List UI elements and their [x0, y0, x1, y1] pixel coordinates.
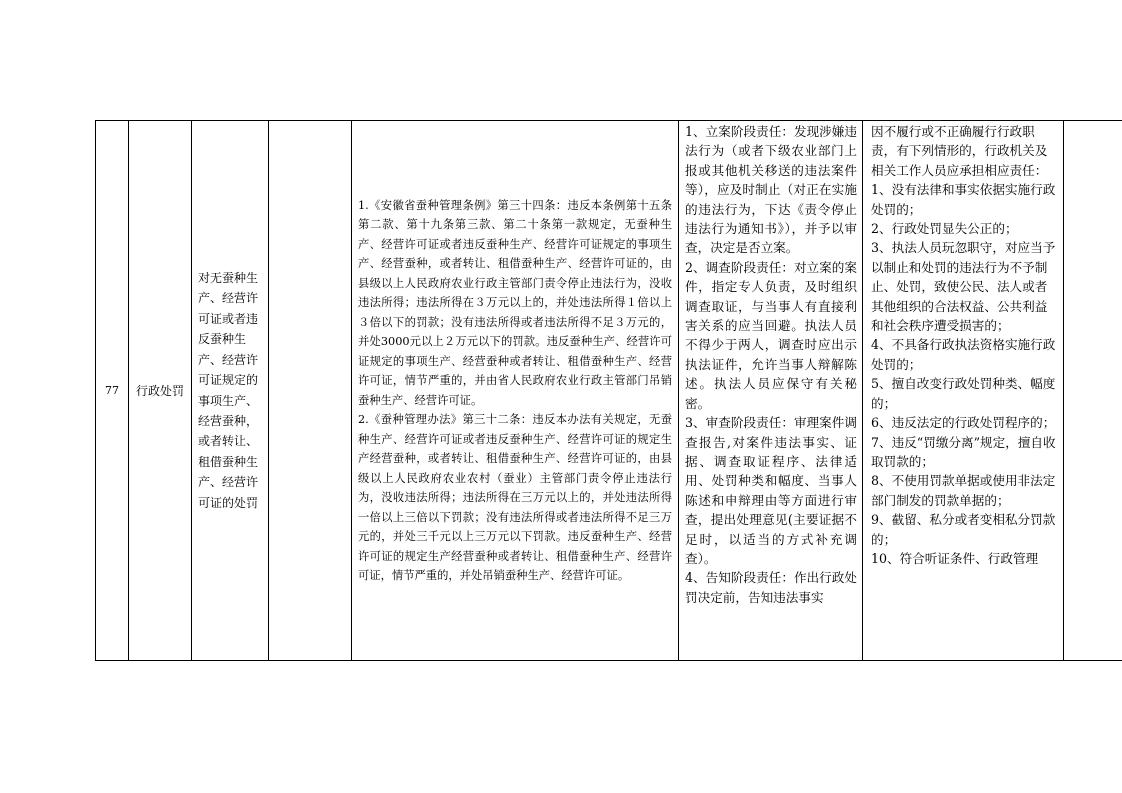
- legal-basis-paragraph-2: 2.《蚕种管理办法》第三十二条：违反本办法有关规定，无蚕种生产、经营许可证或者违反蚕种生产、经营许可证的规定生产经营蚕种，或者转让、租借蚕种生产、经营许可证的，由县级以上人民政府农业农村（蚕业）主管部门责令停止违法行为，没收违法所得；违法所得在三万元以上的，并处违法所得一倍以上三倍以下罚款；没有违法所得或者违法所得不足三万元的，并处三千元以上三万元以下罚款。违反蚕种生产、经营许可证的规定生产经营蚕种或者转让、租借蚕种生产、经营许可证，情节严重的，并处吊销蚕种生产、经营许可证。: [358, 413, 672, 582]
- accountability-item: 9、截留、私分或者变相私分罚款的；: [871, 512, 1056, 547]
- duty-stage-4: 4、告知阶段责任：作出行政处罚决定前，告知违法事实: [685, 570, 857, 605]
- responsibility-cell: [679, 121, 863, 661]
- accountability-item: 8、不使用罚款单据或使用非法定部门制发的罚款单据的；: [871, 473, 1056, 508]
- accountability-item: 2、行政处罚显失公正的；: [871, 221, 1018, 237]
- legal-basis-paragraph-1: 1.《安徽省蚕种管理条例》第三十四条：违反本条例第十五条第二款、第十九条第三款、第二十条第一款规定，无蚕种生产、经营许可证或者违反蚕种生产、经营许可证规定的事项生产、经营蚕种，或者转让、租借蚕种生产、经营许可证的，由县级以上人民政府农业行政主管部门责令停止违法行为，没收违法所得；违法所得在３万元以上的，并处违法所得１倍以上３倍以下的罚款；没有违法所得或者违法所得不足３万元的，并处3000元以上２万元以下的罚款。违反蚕种生产、经营许可证规定的事项生产、经营蚕种或者转让、租借蚕种生产、经营许可证，情节严重的，并由省人民政府农业行政主管部门吊销蚕种生产、经营许可证。: [358, 198, 672, 407]
- accountability-item: 7、违反“罚缴分离”规定，擅自收取罚款的；: [871, 434, 1056, 469]
- duty-stage-2: 2、调查阶段责任：对立案的案件，指定专人负责，及时组织调查取证，与当事人有直接利害关系的应当回避。执法人员不得少于两人，调查时应出示执法证件，允许当事人辩解陈述。执法人员应保守有关秘密。: [685, 259, 857, 411]
- accountability-item: 1、没有法律和事实依据实施行政处罚的；: [871, 182, 1056, 217]
- authority-table: [95, 120, 1122, 661]
- power-type: 行政处罚: [129, 121, 192, 661]
- accountability-item: 3、执法人员玩忽职守，对应当予以制止和处罚的违法行为不予制止、处罚，致使公民、法人或者其他组织的合法权益、公共利益和社会秩序遭受损害的；: [871, 240, 1056, 334]
- duty-stage-1: 1、立案阶段责任：发现涉嫌违法行为（或者下级农业部门上报或其他机关移送的违法案件等），应及时制止（对正在实施的违法行为，下达《责令停止违法行为通知书》），并予以审查，决定是否立案。: [685, 124, 857, 256]
- accountability-cell: [863, 121, 1064, 661]
- empty-cell-subitem: [269, 121, 352, 661]
- duty-stage-3: 3、审查阶段责任：审理案件调查报告,对案件违法事实、证据、调查取证程序、法律适用、处罚种类和幅度、当事人陈述和申辩理由等方面进行审查，提出处理意见(主要证据不足时，以适当的方式补充调查）。: [685, 415, 857, 566]
- power-item-name: 对无蚕种生产、经营许可证或者违反蚕种生产、经营许可证规定的事项生产、经营蚕种，或者转让、租借蚕种生产、经营许可证的处罚: [192, 121, 269, 661]
- accountability-item: 10、符合听证条件、行政管理: [871, 550, 1039, 566]
- table-row: [96, 121, 1122, 661]
- accountability-item: 5、擅自改变行政处罚种类、幅度的；: [871, 376, 1056, 411]
- accountability-item: 4、不具备行政执法资格实施行政处罚的；: [871, 337, 1056, 372]
- row-number: 77: [96, 121, 129, 661]
- legal-basis-cell: [352, 121, 679, 661]
- empty-cell-remarks: [1064, 121, 1122, 661]
- accountability-intro: 因不履行或不正确履行行政职责，有下列情形的，行政机关及相关工作人员应承担相应责任：: [871, 124, 1048, 178]
- accountability-item: 6、违反法定的行政处罚程序的；: [871, 415, 1056, 431]
